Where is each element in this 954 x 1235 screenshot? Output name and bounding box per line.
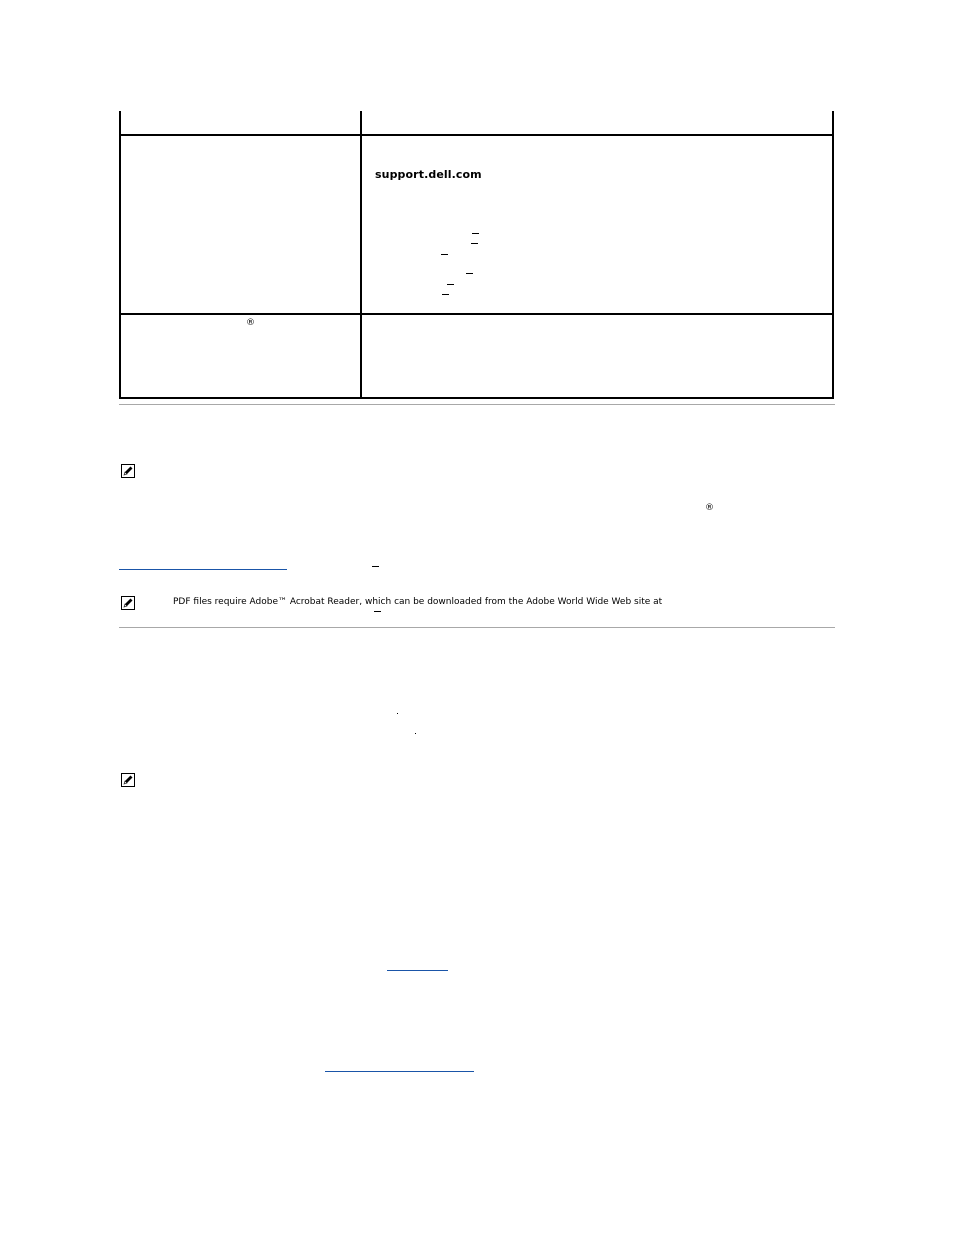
document-link[interactable] <box>119 569 287 570</box>
link-underline-mark <box>374 611 381 612</box>
table-row-divider-2 <box>119 313 834 315</box>
registered-mark: ® <box>705 503 714 513</box>
pdf-note-text: PDF files require Adobe™ Acrobat Reader, which can be downloaded from the Adobe World Wide Web site at <box>173 597 663 607</box>
text-fragment <box>397 713 398 714</box>
document-link[interactable] <box>387 970 448 971</box>
registered-mark: ® <box>246 318 255 328</box>
section-divider <box>119 627 835 628</box>
pencil-note-icon <box>121 773 135 787</box>
pencil-note-icon <box>121 596 135 610</box>
link-underline-mark <box>472 233 479 234</box>
link-underline-mark <box>442 294 449 295</box>
pencil-note-icon <box>121 464 135 478</box>
link-underline-mark <box>447 284 454 285</box>
link-underline-mark <box>441 254 448 255</box>
support-site-text: support.dell.com <box>375 168 482 181</box>
link-underline-mark <box>466 273 473 274</box>
link-underline-mark <box>372 566 379 567</box>
text-fragment <box>415 733 416 734</box>
table-left-border <box>119 111 121 399</box>
table-right-border <box>832 111 834 399</box>
link-underline-mark <box>471 243 478 244</box>
table-row-divider-1 <box>119 134 834 136</box>
table-bottom-border <box>119 397 834 399</box>
table-center-border <box>360 111 362 399</box>
section-divider <box>119 404 835 405</box>
document-link[interactable] <box>325 1071 474 1072</box>
